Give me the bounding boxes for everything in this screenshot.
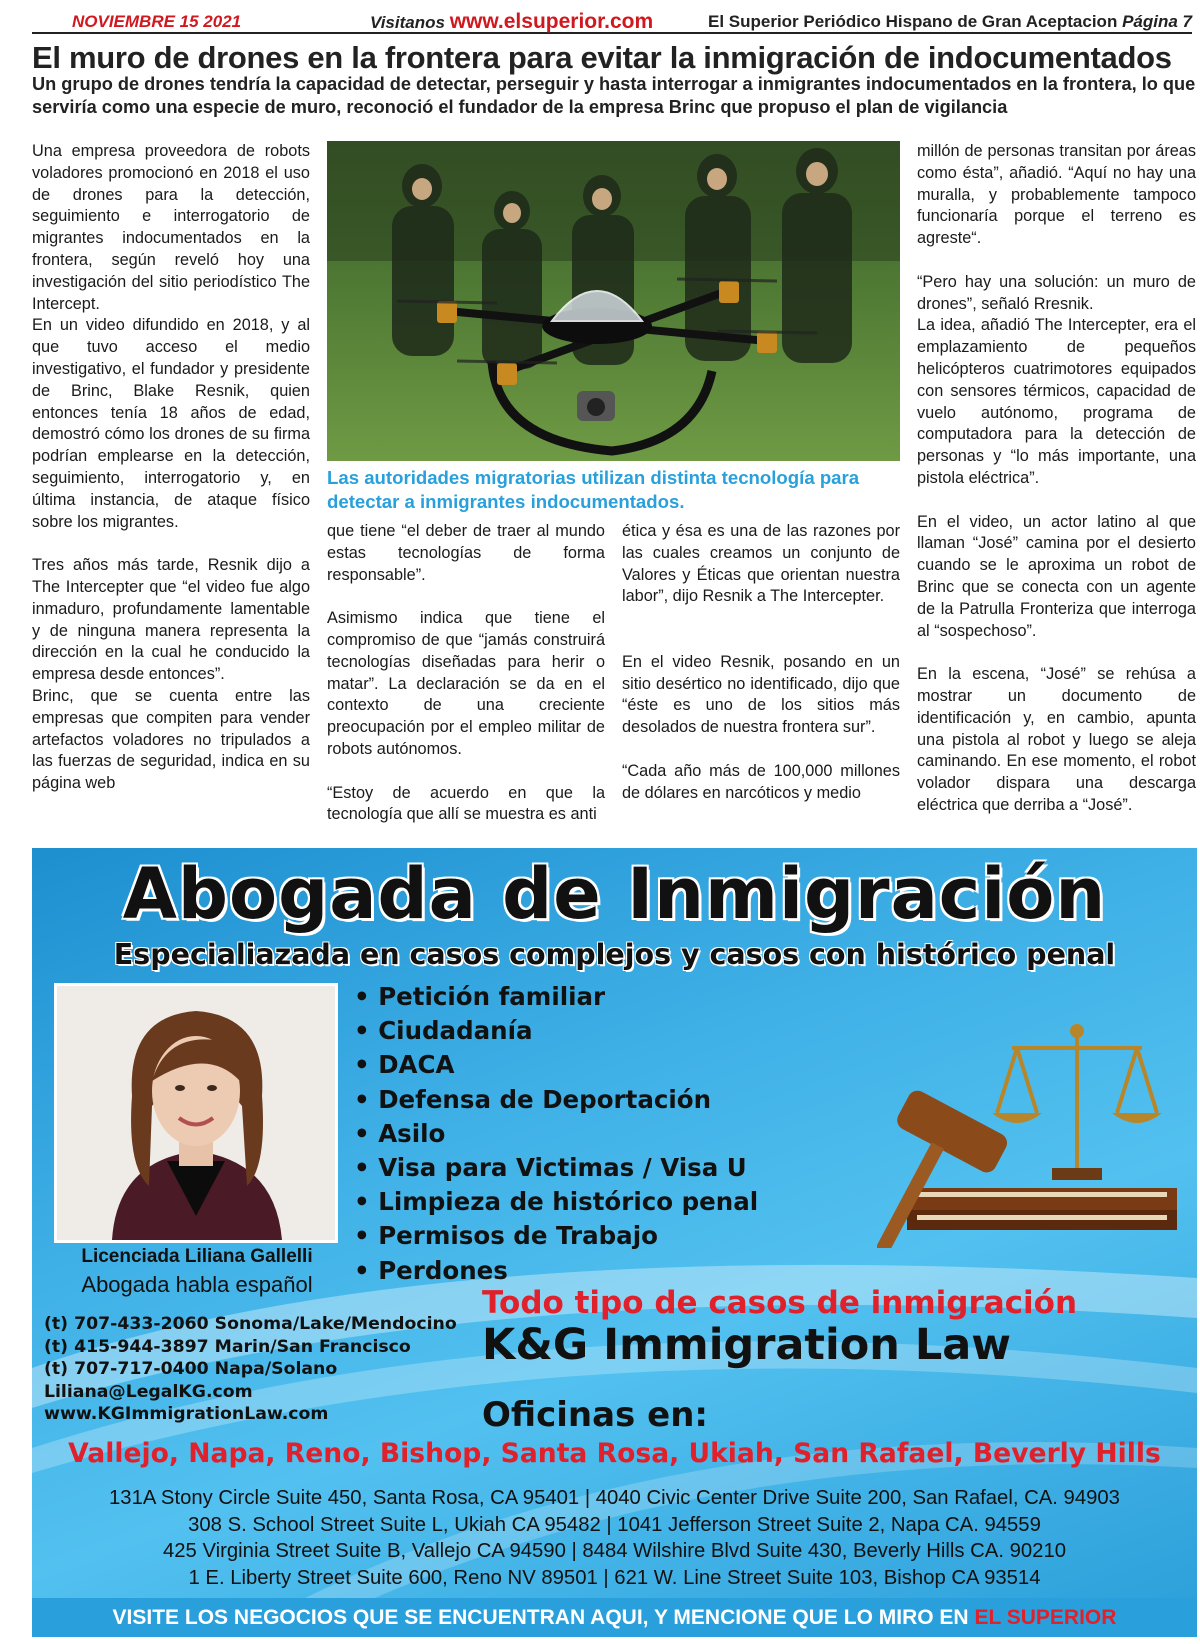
lawyer-name: Licenciada Liliana Gallelli	[81, 1246, 313, 1267]
immigration-law-ad	[32, 848, 1197, 1637]
firm-name: K&G Immigration Law	[482, 1320, 1011, 1370]
offices-label: Oficinas en:	[482, 1395, 708, 1435]
paragraph: En el video, un actor latino al que llaman “José” camina por el desierto cuando se le aproxima un robot de Brinc que se conecta con un agente de la Patrulla Fronteriza que interroga al “sospechoso”.	[917, 512, 1196, 640]
service-item: • Limpieza de histórico penal	[354, 1185, 758, 1219]
lawyer-portrait	[54, 983, 338, 1243]
paragraph: La idea, añadió The Intercepter, era el emplazamiento de pequeños helicópteros cuatrimotores equipados con sensores térmicos, capacidad de vuelo autónomo, programa de computadora para la detección de personas y “lo más importante, una pistola eléctrica”.	[917, 316, 1196, 487]
paragraph: En el video Resnik, posando en un sitio desértico no identificado, dijo que “éste es uno de los sitios más desolados de nuestra frontera sur”.	[622, 652, 900, 737]
paragraph: millón de personas transitan por áreas como ésta”, añadió. “Aquí no hay una muralla, y probablemente tampoco funcionaría porque el terreno es agreste“.	[917, 142, 1196, 248]
paragraph: que tiene “el deber de traer al mundo estas tecnologías de forma responsable”.	[327, 522, 605, 584]
footer-brand: EL SUPERIOR	[974, 1606, 1117, 1629]
paragraph: “Estoy de acuerdo en que la tecnología que allí se muestra es anti	[327, 783, 605, 824]
paragraph: “Cada año más de 100,000 millones de dólares en narcóticos y medio	[622, 761, 900, 802]
address-line: 131A Stony Circle Suite 450, Santa Rosa, CA 95401 | 4040 Civic Center Drive Suite 200, San Rafael, CA. 94903	[109, 1487, 1120, 1509]
paragraph: En un video difundido en 2018, y al que tuvo acceso el medio investigativo, el fundador y presidente de Brinc, Blake Resnik, quien entonces tenía 18 años de edad, demostró cómo los drones de su firma podrían emplearse en la detección, seguimiento, interrogatorio y, en última instancia, de ataque físico sobre los migrantes.	[32, 316, 310, 531]
office-addresses	[32, 1485, 1197, 1592]
visit-prefix: Visitanos	[370, 13, 445, 32]
portrait-illustration	[57, 986, 335, 1240]
address-line: 1 E. Liberty Street Suite 600, Reno NV 89501 | 621 W. Line Street Suite 103, Bishop CA 93514	[188, 1567, 1041, 1590]
gavel-and-scales-icon	[877, 1003, 1177, 1248]
footer-message: VISITE LOS NEGOCIOS QUE SE ENCUENTRAN AQUI, Y MENCIONE QUE LO MIRO EN	[112, 1606, 969, 1629]
address-line: 308 S. School Street Suite L, Ukiah CA 95482 | 1041 Jefferson Street Suite 2, Napa CA. 94559	[188, 1513, 1041, 1536]
service-item: • Asilo	[354, 1117, 758, 1151]
paragraph: Asimismo indica que tiene el compromiso de que “jamás construirá tecnologías diseñadas para herir o matar”. La declaración se da en el contexto de una creciente preocupación por el empleo militar de robots autónomos.	[327, 609, 605, 758]
address-line: 425 Virginia Street Suite B, Vallejo CA 94590 | 8484 Wilshire Blvd Suite 430, Beverly Hills CA. 90210	[162, 1540, 1067, 1563]
paragraph: Brinc, que se cuenta entre las empresas que compiten para vender artefactos voladores no tripulados a las fuerzas de seguridad, indica en su página web	[32, 686, 310, 793]
paper-info	[708, 12, 1192, 32]
ad-tagline: Todo tipo de casos de inmigración	[482, 1285, 1078, 1321]
photo-caption: Las autoridades migratorias utilizan distinta tecnología para detectar a inmigrantes indocumentados.	[327, 467, 860, 512]
paragraph: Una empresa proveedora de robots voladores promocionó en 2018 el uso de drones para la detección, seguimiento e interrogatorio de migrantes indocumentados en la frontera, según reveló hoy una investigación del sitio periodístico The Intercept.	[32, 142, 310, 313]
article-column-3	[622, 521, 900, 804]
article-column-4	[917, 141, 1196, 817]
ad-subtitle: Especialiazada en casos complejos y casos con histórico penal	[113, 938, 1116, 971]
drone-photo	[327, 141, 900, 461]
service-item: • Petición familiar	[354, 980, 758, 1014]
lawyer-language: Abogada habla español	[81, 1272, 313, 1297]
phone-napa[interactable]: (t) 707-717-0400 Napa/Solano	[44, 1359, 338, 1380]
article-column-2	[327, 521, 605, 826]
paragraph: ética y ésa es una de las razones por las cuales creamos un conjunto de Valores y Éticas que orientan nuestra labor”, dijo Resnik a The Intercepter.	[622, 522, 900, 606]
page-header	[32, 10, 1192, 34]
page-number: Página 7	[1122, 12, 1192, 31]
services-list	[354, 980, 758, 1288]
office-cities: Vallejo, Napa, Reno, Bishop, Santa Rosa, Ukiah, San Rafael, Beverly Hills	[68, 1438, 1161, 1469]
service-item: • Defensa de Deportación	[354, 1083, 758, 1117]
website-link[interactable]: www.KGImmigrationLaw.com	[44, 1404, 329, 1425]
service-item: • Visa para Victimas / Visa U	[354, 1151, 758, 1185]
article-column-1	[32, 141, 310, 795]
footer-text	[32, 1606, 1197, 1630]
site-url[interactable]: www.elsuperior.com	[449, 10, 654, 33]
phone-sonoma[interactable]: (t) 707-433-2060 Sonoma/Lake/Mendocino	[44, 1314, 457, 1334]
contact-block	[44, 1313, 457, 1426]
paragraph: Tres años más tarde, Resnik dijo a The Intercepter que “el video fue algo inmaduro, profundamente lamentable y de ninguna manera representa la dirección en la cual he conducido la empresa desde entonces”.	[32, 556, 310, 684]
service-item: • Perdones	[354, 1254, 758, 1288]
paragraph: En la escena, “José” se rehúsa a mostrar un documento de identificación y, en cambio, apunta una pistola al robot y luego se aleja caminando. En ese momento, el robot volador dispara una descarga eléctrica que derriba a “José”.	[917, 665, 1196, 814]
issue-date: NOVIEMBRE 15 2021	[72, 12, 242, 31]
phone-marin[interactable]: (t) 415-944-3897 Marin/San Francisco	[44, 1336, 411, 1357]
paper-name: El Superior Periódico Hispano de Gran Aceptacion	[707, 12, 1118, 31]
email-link[interactable]: Liliana@LegalKG.com	[44, 1381, 253, 1402]
visit-line	[370, 10, 653, 34]
service-item: • Ciudadanía	[354, 1014, 758, 1048]
article-headline: El muro de drones en la frontera para evitar la inmigración de indocumentados	[32, 40, 1172, 75]
service-item: • DACA	[354, 1048, 758, 1082]
ad-title: Abogada de Inmigración	[122, 853, 1107, 935]
paragraph: “Pero hay una solución: un muro de drones”, señaló Rresnik.	[917, 272, 1196, 313]
drone-illustration	[327, 141, 900, 461]
article-deck: Un grupo de drones tendría la capacidad de detectar, perseguir y hasta interrogar a inmigrantes indocumentados en la frontera, lo que serviría como una especie de muro, reconoció el fundador de la empresa Brinc que propuso el plan de vigilancia	[32, 74, 1196, 117]
service-item: • Permisos de Trabajo	[354, 1219, 758, 1253]
footer-bar	[32, 1598, 1197, 1637]
